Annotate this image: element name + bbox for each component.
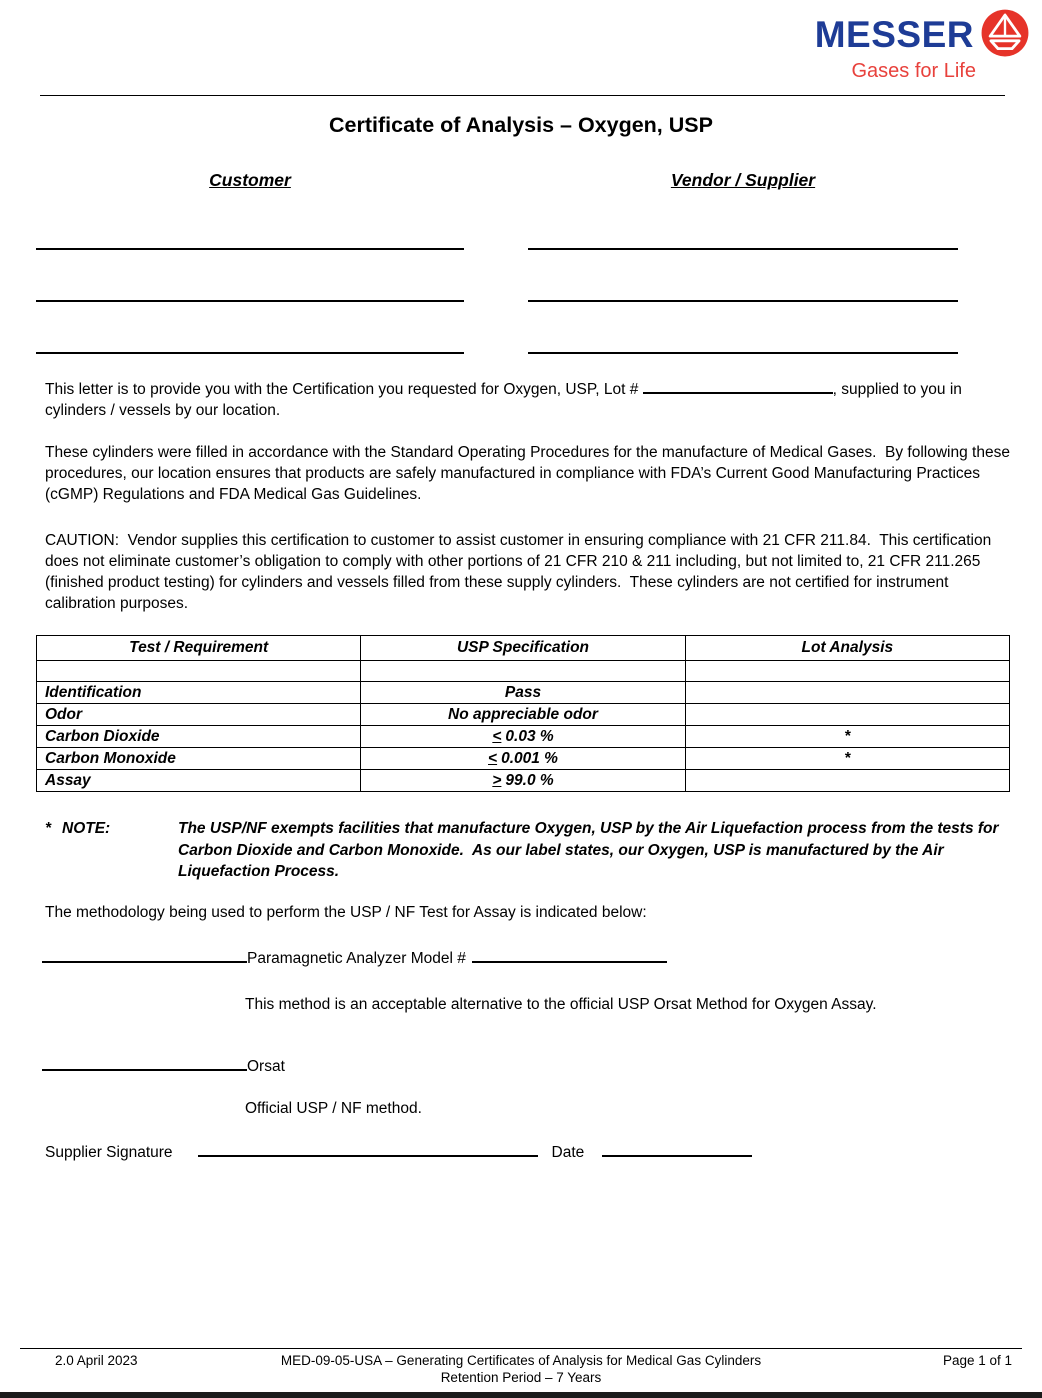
footer-document-title: MED-09-05-USA – Generating Certificates of Analysis for Medical Gas Cylinders — [280, 1353, 762, 1368]
vendor-blank-line-3 — [528, 302, 958, 354]
customer-blank-line-1 — [36, 198, 464, 250]
messer-sail-emblem-icon — [980, 8, 1030, 58]
paramagnetic-option-label: Paramagnetic Analyzer Model # — [247, 949, 466, 967]
col-header-usp-specification: USP Specification — [361, 636, 685, 661]
table-row: Carbon Monoxide < 0.001 % * — [37, 748, 1010, 770]
sop-paragraph: These cylinders were filled in accordance with the Standard Operating Procedures for the manufacture of Medical Gases. By following these procedures, our location ensures that products are safely manufactured in compliance with FDA’s Current Good Manufacturing Practices (cGMP) Regulations and FDA Medical Gas Guidelines. — [45, 444, 1015, 503]
footnote-asterisk: * — [45, 820, 52, 837]
page-title: Certificate of Analysis – Oxygen, USP — [329, 113, 713, 137]
window-bottom-edge-bar — [0, 1392, 1042, 1398]
footnote-label: NOTE: — [62, 820, 111, 837]
methodology-intro: The methodology being used to perform the USP / NF Test for Assay is indicated below: — [45, 903, 647, 921]
customer-heading: Customer — [209, 170, 291, 190]
analyzer-model-blank-line — [472, 948, 667, 963]
logo-tagline: Gases for Life — [851, 60, 976, 82]
document-body — [36, 170, 1015, 1162]
footer-page-number: Page 1 of 1 — [942, 1353, 1012, 1368]
signature-section — [45, 1142, 1010, 1162]
supplier-signature-blank-line — [198, 1142, 538, 1157]
paramagnetic-option-description: This method is an acceptable alternative to the official USP Orsat Method for Oxygen Assay. — [245, 995, 877, 1013]
table-row: Identification Pass — [37, 682, 1010, 704]
date-label: Date — [551, 1143, 585, 1161]
caution-paragraph: CAUTION: Vendor supplies this certification to customer to assist customer in ensuring compliance with 21 CFR 211.84. This certification does not eliminate customer’s obligation to comply with other portions of 21 CFR 210 & 211 including, but not limited to, 21 CFR 211.265 (finished product testing) for cylinders and vessels filled from these supply cylinders. These cylinders are not certified for instrument calibration purposes. — [45, 532, 996, 612]
vendor-blank-line-1 — [528, 198, 958, 250]
parties-section — [36, 170, 1010, 354]
footer-document-id — [210, 1352, 832, 1386]
table-header-row — [37, 636, 1010, 661]
orsat-checkoff-blank-line — [42, 1056, 247, 1071]
supplier-signature-label: Supplier Signature — [45, 1143, 173, 1161]
usp-specification-table — [36, 635, 1010, 792]
messer-logo — [810, 8, 1030, 83]
footnote-text: The USP/NF exempts facilities that manufacture Oxygen, USP by the Air Liquefaction process from the tests for Carbon Dioxide and Carbon Monoxide. As our label states, our Oxygen, USP is manufactured by the Air Liquefaction Process. — [178, 820, 1003, 880]
table-row: Odor No appreciable odor — [37, 704, 1010, 726]
orsat-option-description: Official USP / NF method. — [245, 1099, 422, 1117]
orsat-option-label: Orsat — [247, 1057, 285, 1075]
paramagnetic-checkoff-blank-line — [42, 948, 247, 963]
intro-paragraph — [45, 379, 1010, 421]
vendor-heading: Vendor / Supplier — [670, 170, 816, 190]
less-than-or-equal-sign: < — [488, 749, 498, 767]
vendor-column — [528, 170, 958, 354]
table-row: Assay > 99.0 % — [37, 770, 1010, 792]
paramagnetic-option-row — [42, 948, 1010, 968]
less-than-or-equal-sign: < — [492, 727, 502, 745]
customer-blank-line-2 — [36, 250, 464, 302]
footer-version-date: 2.0 April 2023 — [55, 1353, 138, 1368]
page-footer — [20, 1348, 1022, 1386]
col-header-test-requirement: Test / Requirement — [37, 636, 361, 661]
footer-retention-period: Retention Period – 7 Years — [440, 1370, 602, 1385]
footnote-section — [45, 818, 1010, 883]
date-blank-line — [602, 1142, 752, 1157]
header-divider — [40, 95, 1005, 96]
greater-than-or-equal-sign: > — [492, 771, 502, 789]
orsat-option-row — [42, 1056, 1010, 1076]
col-header-lot-analysis: Lot Analysis — [685, 636, 1009, 661]
lot-number-blank-line — [643, 379, 833, 394]
customer-blank-line-3 — [36, 302, 464, 354]
intro-text-before-blank: This letter is to provide you with the Certification you requested for Oxygen, USP, Lot # — [45, 381, 643, 398]
table-row — [37, 661, 1010, 682]
messer-wordmark: MESSER — [814, 14, 974, 55]
table-row: Carbon Dioxide < 0.03 % * — [37, 726, 1010, 748]
customer-column — [36, 170, 464, 354]
intro-text-after-blank: , supplied to you in cylinders / vessels by our location. — [45, 381, 967, 419]
vendor-blank-line-2 — [528, 250, 958, 302]
